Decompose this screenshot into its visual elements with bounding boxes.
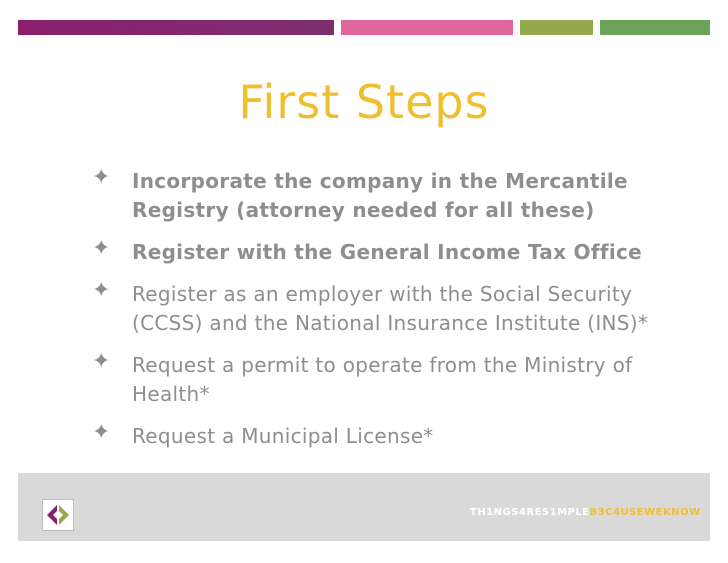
header-bar-pink xyxy=(341,20,513,35)
bullet-text: Request a Municipal License* xyxy=(132,424,434,448)
star-bullet-icon: ✦ xyxy=(92,278,111,303)
bullet-text: Request a permit to operate from the Ministry of Health* xyxy=(132,353,633,406)
slide-title: First Steps xyxy=(238,75,490,129)
bullet-item xyxy=(92,238,702,267)
star-bullet-icon: ✦ xyxy=(92,165,111,190)
header-bar-green xyxy=(600,20,710,35)
bullet-item xyxy=(92,280,702,338)
bullet-text: Incorporate the company in the Mercantile Registry (attorney needed for all these) xyxy=(132,169,628,222)
tagline-part-1: TH1NGS4RES1MPLE xyxy=(470,507,590,518)
header-bar-olive xyxy=(520,20,593,35)
bullet-item xyxy=(92,351,702,409)
tagline-part-2: B3C4USEWEKNOW xyxy=(589,507,701,518)
bullet-text: Register as an employer with the Social Security (CCSS) and the National Insurance Institute (INS)* xyxy=(132,282,649,335)
star-bullet-icon: ✦ xyxy=(92,349,111,374)
bullet-list xyxy=(92,167,702,464)
footer-tagline xyxy=(470,507,701,518)
bullet-item xyxy=(92,167,702,225)
star-bullet-icon: ✦ xyxy=(92,420,111,445)
star-bullet-icon: ✦ xyxy=(92,236,111,261)
header-bar-purple xyxy=(18,20,334,35)
bullet-item xyxy=(92,422,702,451)
company-logo-icon xyxy=(42,499,74,531)
bullet-text: Register with the General Income Tax Office xyxy=(132,240,643,264)
footer-band xyxy=(18,473,710,541)
